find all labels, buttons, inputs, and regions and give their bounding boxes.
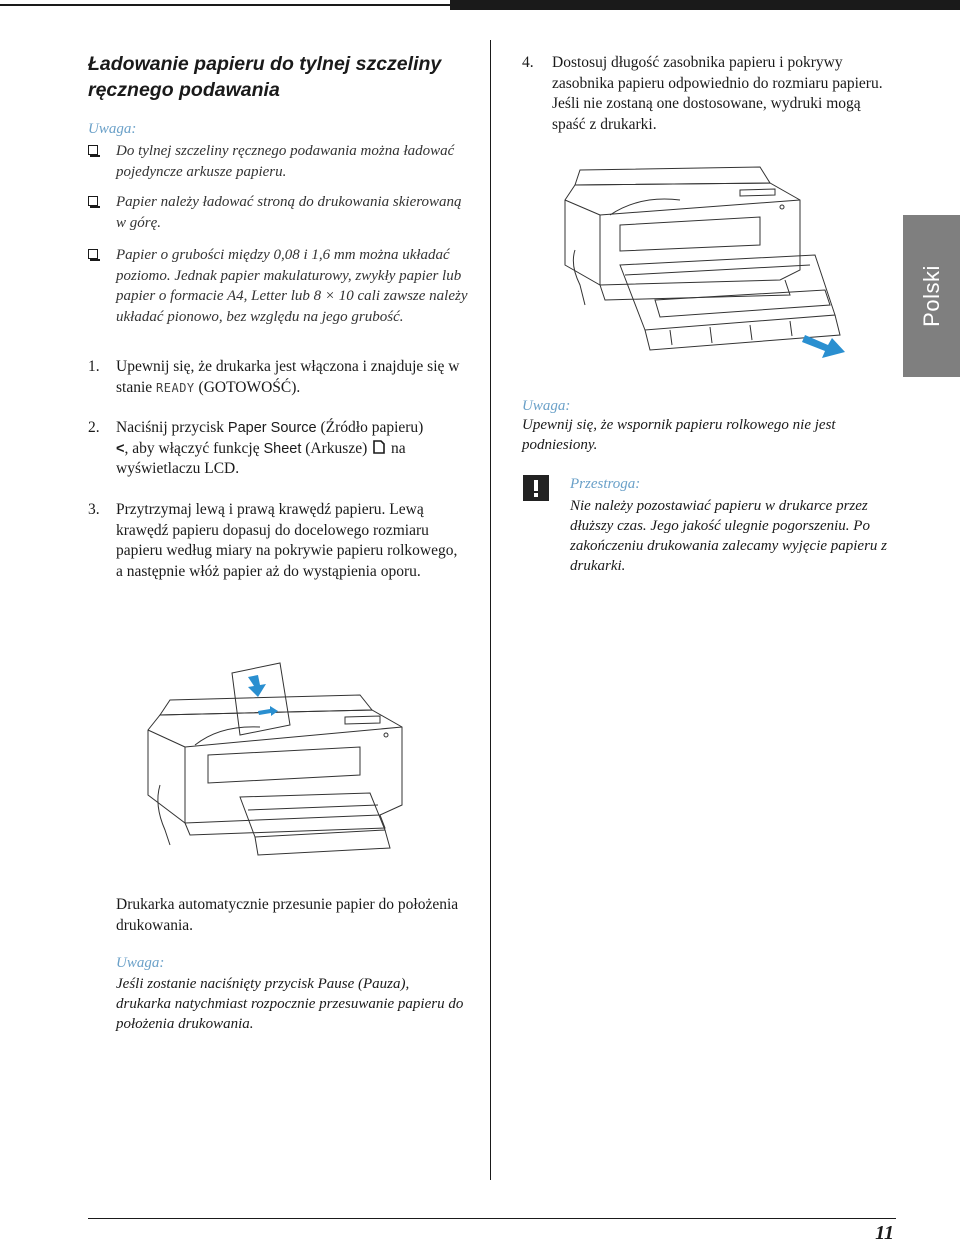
step-3	[88, 500, 468, 582]
step-text: (GOTOWOŚĆ).	[194, 378, 301, 396]
note-text: Upewnij się, że wspornik papieru rolkowego nie jest podniesiony.	[522, 417, 836, 453]
arrow-down-icon	[248, 675, 266, 697]
arrow-right-icon	[258, 706, 278, 716]
step-4	[522, 53, 892, 135]
language-tab	[903, 215, 960, 377]
step-number: 4.	[522, 54, 534, 71]
language-tab-label: Polski	[918, 265, 944, 327]
checkbox-bullet-icon	[88, 196, 98, 206]
page-number: 11	[875, 1222, 894, 1244]
function-name: Sheet	[263, 440, 302, 457]
note-bullet	[88, 192, 468, 233]
footer-rule	[88, 1218, 896, 1219]
section-title: Ładowanie papieru do tylnej szczeliny ręcznego podawania	[88, 53, 442, 101]
step-number: 3.	[88, 501, 100, 518]
step-text: Naciśnij przycisk	[116, 419, 228, 436]
caution-label: Przestroga:	[570, 476, 641, 492]
step-text: Przytrzymaj lewą i prawą krawędź papieru. Lewą krawędź papieru dopasuj do docelowego rozmiaru papieru według miary na pokrywie papieru rolkowego, a następnie włóż papier aż do wystąpienia oporu.	[116, 501, 458, 580]
step-number: 1.	[88, 358, 100, 375]
step-number: 2.	[88, 419, 100, 436]
lcd-status-text: READY	[156, 380, 195, 395]
sheet-icon	[371, 439, 387, 455]
printer-illustration-tray	[560, 155, 860, 385]
step-1	[88, 357, 468, 398]
note-bullet-text: Papier o grubości między 0,08 i 1,6 mm można układać poziomo. Jednak papier makulaturowy, zwykły papier lub papier o formacie A4, Letter lub 8 × 10 cali zawsze należy układać pionowo, bez względu na jego grubość.	[116, 247, 468, 325]
result-text: Drukarka automatycznie przesunie papier do położenia drukowania.	[116, 896, 459, 934]
note-label: Uwaga:	[116, 955, 165, 971]
note-text: Jeśli zostanie naciśnięty przycisk Pause (Pauza), drukarka natychmiast rozpocznie przesuwanie papieru do położenia drukowania.	[116, 976, 464, 1032]
caution-text: Nie należy pozostawiać papieru w drukarce przez dłuższy czas. Jego jakość ulegnie pogorszeniu. Po zakończeniu drukowania zalecamy wyjęcie papieru z drukarki.	[570, 498, 888, 574]
step-text: Upewnij się, że drukarka jest włączona i znajduje się w stanie	[116, 358, 460, 396]
note-label: Uwaga:	[522, 398, 571, 414]
step-text: , aby włączyć funkcję	[124, 439, 264, 457]
note-bullet	[88, 141, 468, 182]
arrow-out-icon	[802, 335, 845, 358]
checkbox-bullet-icon	[88, 249, 98, 259]
note-bullet	[88, 245, 468, 327]
note-bullet-text: Do tylnej szczeliny ręcznego podawania można ładować pojedyncze arkusze papieru.	[116, 143, 455, 180]
printer-illustration-manual-feed	[140, 655, 430, 870]
exclamation-icon	[523, 475, 549, 501]
left-arrow-symbol: <	[116, 440, 125, 457]
step-text: Dostosuj długość zasobnika papieru i pokrywy zasobnika papieru odpowiednio do rozmiaru papieru. Jeśli nie zostaną one dostosowane, wydruki mogą spaść z drukarki.	[552, 54, 883, 133]
checkbox-bullet-icon	[88, 145, 98, 155]
button-name: Paper Source	[227, 420, 317, 436]
step-text: (Źródło papieru)	[316, 419, 424, 436]
header-rule	[0, 0, 960, 10]
note-bullet-text: Papier należy ładować stroną do drukowania skierowaną w górę.	[116, 194, 462, 231]
step-text: na wyświetlaczu LCD.	[116, 439, 406, 477]
step-2	[88, 418, 468, 480]
step-text: (Arkusze)	[301, 439, 372, 457]
note-label: Uwaga:	[88, 121, 137, 137]
column-divider	[490, 40, 491, 1180]
